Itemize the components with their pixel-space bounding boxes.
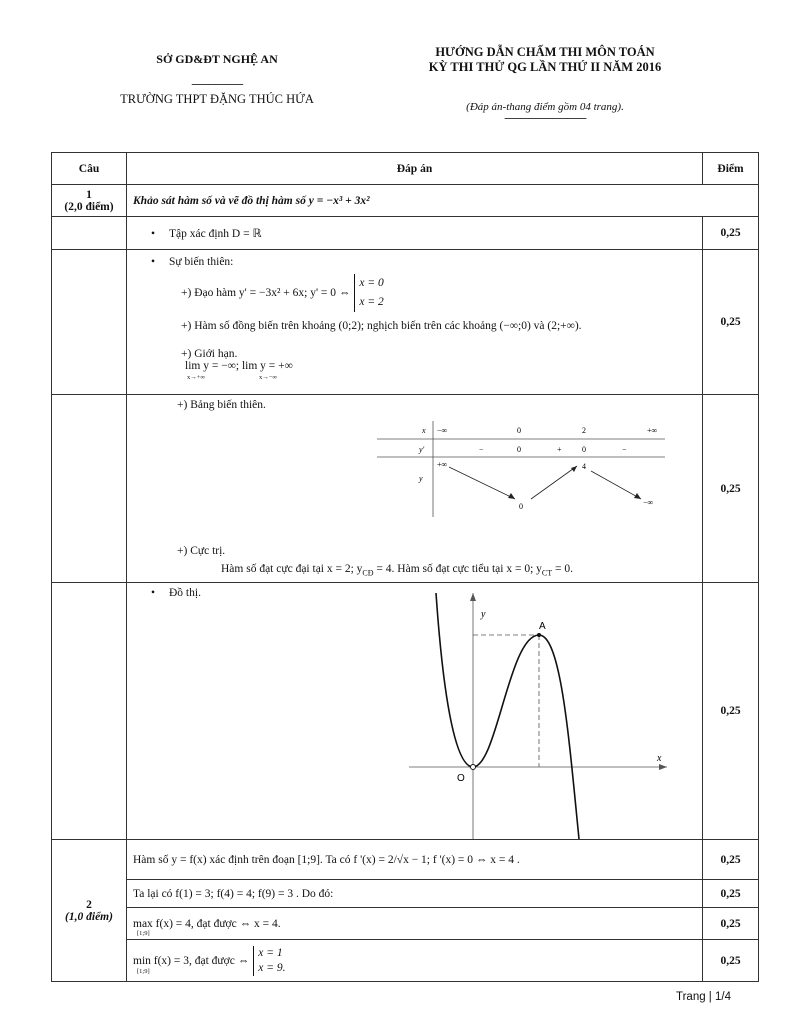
q1-num: 1 xyxy=(86,188,92,201)
table-row xyxy=(52,940,759,982)
domain-row: • Tập xác định D = ℝ xyxy=(127,217,703,250)
table-row xyxy=(52,395,759,583)
graph-head: • Đồ thị. xyxy=(127,587,702,599)
header-left xyxy=(92,52,342,107)
bbt-yp-val: 0 xyxy=(517,445,521,454)
peak-label: A xyxy=(539,621,546,632)
divider: ---------------------- xyxy=(191,79,243,90)
extrema-line xyxy=(221,563,573,577)
bbt-arrow-down xyxy=(449,467,515,499)
bbt-x-val: 0 xyxy=(517,426,521,435)
case-1: x = 0 xyxy=(359,277,384,289)
question-number xyxy=(52,840,127,982)
derivative-line xyxy=(127,274,702,312)
x-axis-arrow xyxy=(659,764,667,770)
table-row xyxy=(52,908,759,940)
bbt-yp-sign: − xyxy=(622,445,627,454)
page-note: (Đáp án-thang điểm gồm 04 trang). xyxy=(466,101,624,113)
y-axis-label: y xyxy=(481,609,486,620)
score-cell: 0,25 xyxy=(703,908,759,940)
q2-row-3 xyxy=(127,908,703,940)
case-bracket xyxy=(354,274,383,312)
col-dapan: Đáp án xyxy=(127,153,703,185)
bbt-y-val: +∞ xyxy=(437,460,448,469)
max-text: max f(x) = 4, đạt được ⇔ x = 4. xyxy=(133,917,281,930)
table-row xyxy=(52,583,759,840)
monotonic-text: +) Hàm số đồng biến trên khoảng (0;2); nghịch biến trên các khoảng (−∞;0) và (2;+∞). xyxy=(181,320,582,332)
table-row xyxy=(52,250,759,395)
function-graph xyxy=(409,589,679,839)
sub-ct: CT xyxy=(541,568,553,578)
limit-sub-1: x→+∞ xyxy=(187,374,206,381)
doc-subtitle: KỲ THI THỬ QG LẦN THỨ II NĂM 2016 xyxy=(428,60,662,74)
q1-title: Khảo sát hàm số và vẽ đồ thị hàm số y = −x³ + 3x² xyxy=(127,185,759,217)
score-cell: 0,25 xyxy=(703,880,759,908)
sub-cd: CĐ xyxy=(362,568,374,578)
limit-text: lim y = −∞; lim y = +∞ xyxy=(185,360,293,372)
col-diem: Điểm xyxy=(703,153,759,185)
bbt-y-val: −∞ xyxy=(643,498,654,507)
doc-title: HƯỚNG DẪN CHẤM THI MÔN TOÁN xyxy=(435,45,655,59)
variation-cell xyxy=(127,250,703,395)
extrema-head: +) Cực trị. xyxy=(177,545,226,557)
y-axis-arrow xyxy=(470,593,476,601)
min-case-1: x = 1 xyxy=(258,946,283,959)
bbt-x-label: x xyxy=(422,426,426,435)
table-header-row xyxy=(52,153,759,185)
bbt-yp-sign: + xyxy=(557,445,562,454)
case-2: x = 2 xyxy=(359,296,384,308)
score-cell: 0,25 xyxy=(703,583,759,840)
bbt-y-label: y xyxy=(419,474,423,483)
bbt-x-val: +∞ xyxy=(647,426,658,435)
min-sub: [1;9] xyxy=(137,968,150,975)
answer-table xyxy=(51,152,759,982)
peak-point xyxy=(537,633,541,637)
variation-table xyxy=(377,419,667,519)
score-cell: 0,25 xyxy=(703,840,759,880)
variation-table-cell xyxy=(127,395,703,583)
derivative-text: +) Đạo hàm y' = −3x² + 6x; y' = 0 ⇔ xyxy=(181,287,351,299)
min-bracket xyxy=(253,946,285,976)
min-text: min f(x) = 3, đạt được ⇔ xyxy=(133,954,250,967)
table-row xyxy=(52,217,759,250)
origin-point xyxy=(471,765,476,770)
page-footer: Trang | 1/4 xyxy=(676,991,731,1003)
divider: ----------------------------------- xyxy=(504,113,586,124)
bbt-head: +) Bảng biến thiên. xyxy=(177,399,266,411)
min-case-2: x = 9. xyxy=(258,961,286,974)
x-axis-label: x xyxy=(657,753,662,764)
school-name: TRƯỜNG THPT ĐẶNG THÚC HỨA xyxy=(120,92,314,106)
q1-points: (2,0 điểm) xyxy=(64,200,114,213)
limit-head: +) Giới hạn. xyxy=(181,348,238,360)
department-name: SỞ GD&ĐT NGHỆ AN xyxy=(156,52,278,66)
score-cell: 0,25 xyxy=(703,250,759,395)
score-cell: 0,25 xyxy=(703,940,759,982)
q2-row-2: Ta lại có f(1) = 3; f(4) = 4; f(9) = 3 . Do đó: xyxy=(127,880,703,908)
graph-cell xyxy=(127,583,703,840)
score-cell: 0,25 xyxy=(703,395,759,583)
bbt-arrowhead xyxy=(571,466,577,472)
empty-cell xyxy=(52,583,127,840)
empty-cell xyxy=(52,250,127,395)
bbt-yp-label: y' xyxy=(419,445,425,454)
cubic-curve xyxy=(436,593,579,839)
bbt-arrow-down xyxy=(591,471,641,499)
bbt-x-val: −∞ xyxy=(437,426,448,435)
origin-label: O xyxy=(457,773,465,784)
extrema-text-2: = 4. Hàm số đạt cực tiểu tại x = 0; y xyxy=(373,563,542,575)
limit-sub-2: x→−∞ xyxy=(259,374,278,381)
q2-num: 2 xyxy=(86,898,92,911)
bbt-yp-val: 0 xyxy=(582,445,586,454)
table-row xyxy=(52,880,759,908)
question-number xyxy=(52,185,127,217)
q2-row-4 xyxy=(127,940,703,982)
q2-row-1: Hàm số y = f(x) xác định trên đoạn [1;9]. Ta có f '(x) = 2/√x − 1; f '(x) = 0 ⇔ x = 4 . xyxy=(127,840,703,880)
limit-expr xyxy=(127,360,702,381)
extrema-text-3: = 0. xyxy=(552,563,574,575)
table-row xyxy=(52,840,759,880)
col-cau: Câu xyxy=(52,153,127,185)
bbt-arrow-up xyxy=(531,466,577,499)
bbt-y-val: 4 xyxy=(582,462,586,471)
bbt-y-val: 0 xyxy=(519,502,523,511)
empty-cell xyxy=(52,395,127,583)
bbt-x-val: 2 xyxy=(582,426,586,435)
header-right xyxy=(380,45,710,124)
extrema-text-1: Hàm số đạt cực đại tại x = 2; y xyxy=(221,563,363,575)
q2-points: (1,0 điểm) xyxy=(65,910,113,923)
score-cell: 0,25 xyxy=(703,217,759,250)
bbt-yp-sign: − xyxy=(479,445,484,454)
table-row xyxy=(52,185,759,217)
variation-head: • Sự biến thiên: xyxy=(127,252,702,272)
empty-cell xyxy=(52,217,127,250)
max-sub: [1;9] xyxy=(137,930,150,937)
